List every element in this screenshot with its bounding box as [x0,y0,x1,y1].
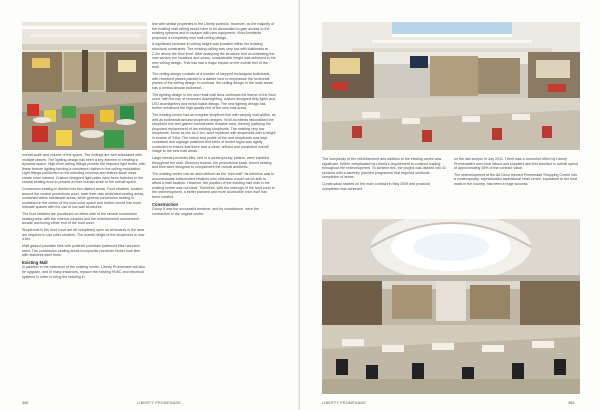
paragraph: A significant increase in ceiling height was possible within the existing structural constraints. The existing ceiling was very low with bulkheads at 2.4m above the floor level. After analysing the structure and co-ordinating the new service run locations and zones, considerable height was achieved in the new ceiling design. This has had a major impact on the overall feel of the mall. [152,42,276,70]
paragraph: The existing centre had an area defined as the 'mini mall'; its intention was to accommodate independent retailers who otherwise would not be able to afford a mall location. However, the position of the existing mini mall in the existing centre was not ideal. Therefore, with the redesign of the food court in the redevelopment, a better planned and more accessible 'mini mall' has been created. [152,172,275,199]
paragraph: The redevelopment of the Art Deco themed Promenade Shopping Centre into a contemporary, sophisticated aspirational retail centre, equivalent to the best malls in the country, has been a huge success. [454,172,578,187]
left-page-column-2 [152,22,276,219]
paragraph: The complexity of the refurbishment and addition to the existing centre was significant, further complicated by Liberty's requirement to continue trading throughout the redevelopment. To achieve this, the project was divided into 41 sections with a carefully planned programme that required sectional completion of areas. [322,157,446,180]
paragraph: on the last section in July 2011. There was a concerted effort by Liberty Promenade's own local labour and suppliers and this resulted in overall spend of approximately 28% of the contract value. [454,157,578,171]
right-page-column-2 [454,157,578,189]
left-page-column-1 [22,153,146,281]
paragraph: Matt glazed porcelain tiles with polished porcelain patterned tiles has been used. The concession seating areas incorporate porcelain timber look tiles with stainless steel trims. [22,244,141,258]
page-number-left: 368 [22,401,29,405]
right-page [300,0,600,410]
dome-food-court-photo [322,219,580,394]
paragraph: In addition to the extension of the existing centre, Liberty Promenade will also be upgrade, and in many instances, replace the existing HVAC and electrical systems in order to bring the building in [22,265,146,279]
right-page-column-1 [322,157,446,193]
paragraph: The ceiling design consists of a number of stepped rectangular bulkheads, with recessed planes painted in a darker tone to emphasise the horizontal planes of the ceiling design. In contrast, the ceiling design in the node areas has a central circular bulkhead. [152,72,273,90]
paragraph: The lighting design in the new retail mall area continues the theme of the food court, with the use of recessed downlighting, custom designed strip lights and LED downlighters and metal halide fittings. The new lighting design has further enhanced the high quality feel of the new mall areas. [152,92,276,111]
mall-atrium-photo [322,22,580,150]
paragraph: overall scale and volume of the space. The ceilings are well articulated with multiple planes. The lighting design has been a key element in creating a dynamic space. High level ceiling fittings provide the required light levels, with linear feature lighting forming a consistent rhythm to the ceiling modulation. Light fittings positioned on the standing columns and feature kiosk mezz create more interest. Custom designed light poles have been included in the central seating area to provide a more human scale to the overall space. [22,153,146,185]
paragraph: Shopfronts in the food court are all completely open as all tenants in the area are required to use roller shutters. The overall height of the shopfronts is now 4.6m. [22,228,145,242]
food-court-photo [22,22,147,150]
paragraph: The existing centre had an irregular shopfront line with varying mall widths, as well as bulkheads around shopfront designs. Vivid Architects rationalised the shopfront line and gained considerable rentable area, thereby justifying the proposed replacement of the existing shopfronts. The existing very low shopfronts, some as low as 3.2m, were replaced with shopfronts with a height in excess of 3.6m. The colour and profile of the new shopfronts was kept consistent and signage positions and sizes of tenant signs was rigidly controlled to ensure that there was a clean, refined and consistent overall image to the new mall areas. [152,113,276,154]
running-footer-right: LIBERTY PROMENADE [322,401,367,405]
section-heading: Existing Mall [22,259,48,265]
paragraph: line with similar properties in the Liberty portfolio. However, as the majority of the existing mall ceiling would have to be dismantled to gain access to the existing systems and to replace with new equipment, Vivid Architects proposed a completely new mall ceiling design. [152,22,275,40]
section-heading: Construction [152,201,179,207]
paragraph: Construction started on the main contract in May 2009 and practical completion was achieved [322,182,430,191]
page-number-right: 369 [568,401,575,405]
paragraph: Large format porcelain tiles, laid in a contemporary pattern, were installed throughout the mall. Directory boards, the promotional kiosk, bench seating and bins were designed to complement the overall aesthetic. [152,156,272,170]
paragraph: The food retailers are positioned on either side of the central concession seating area, with the cinema complex and the entertainment amusement arcade anchoring either end of the food court. [22,212,139,226]
paragraph: Group 5 was the successful tenderer, and by coincidence, were the contractors of the original centre. [152,207,259,216]
running-footer-left: LIBERTY PROMENADE [137,401,182,405]
paragraph: Concession seating is divided into two distinct areas. Food retailers, located around the central promotions court, have their own dedicated seating areas, contained within balustrade areas, while general concession seating is contained in the centre of the food court space and further zoned into more intimate spaces with the use of low wall structures. [22,187,145,210]
